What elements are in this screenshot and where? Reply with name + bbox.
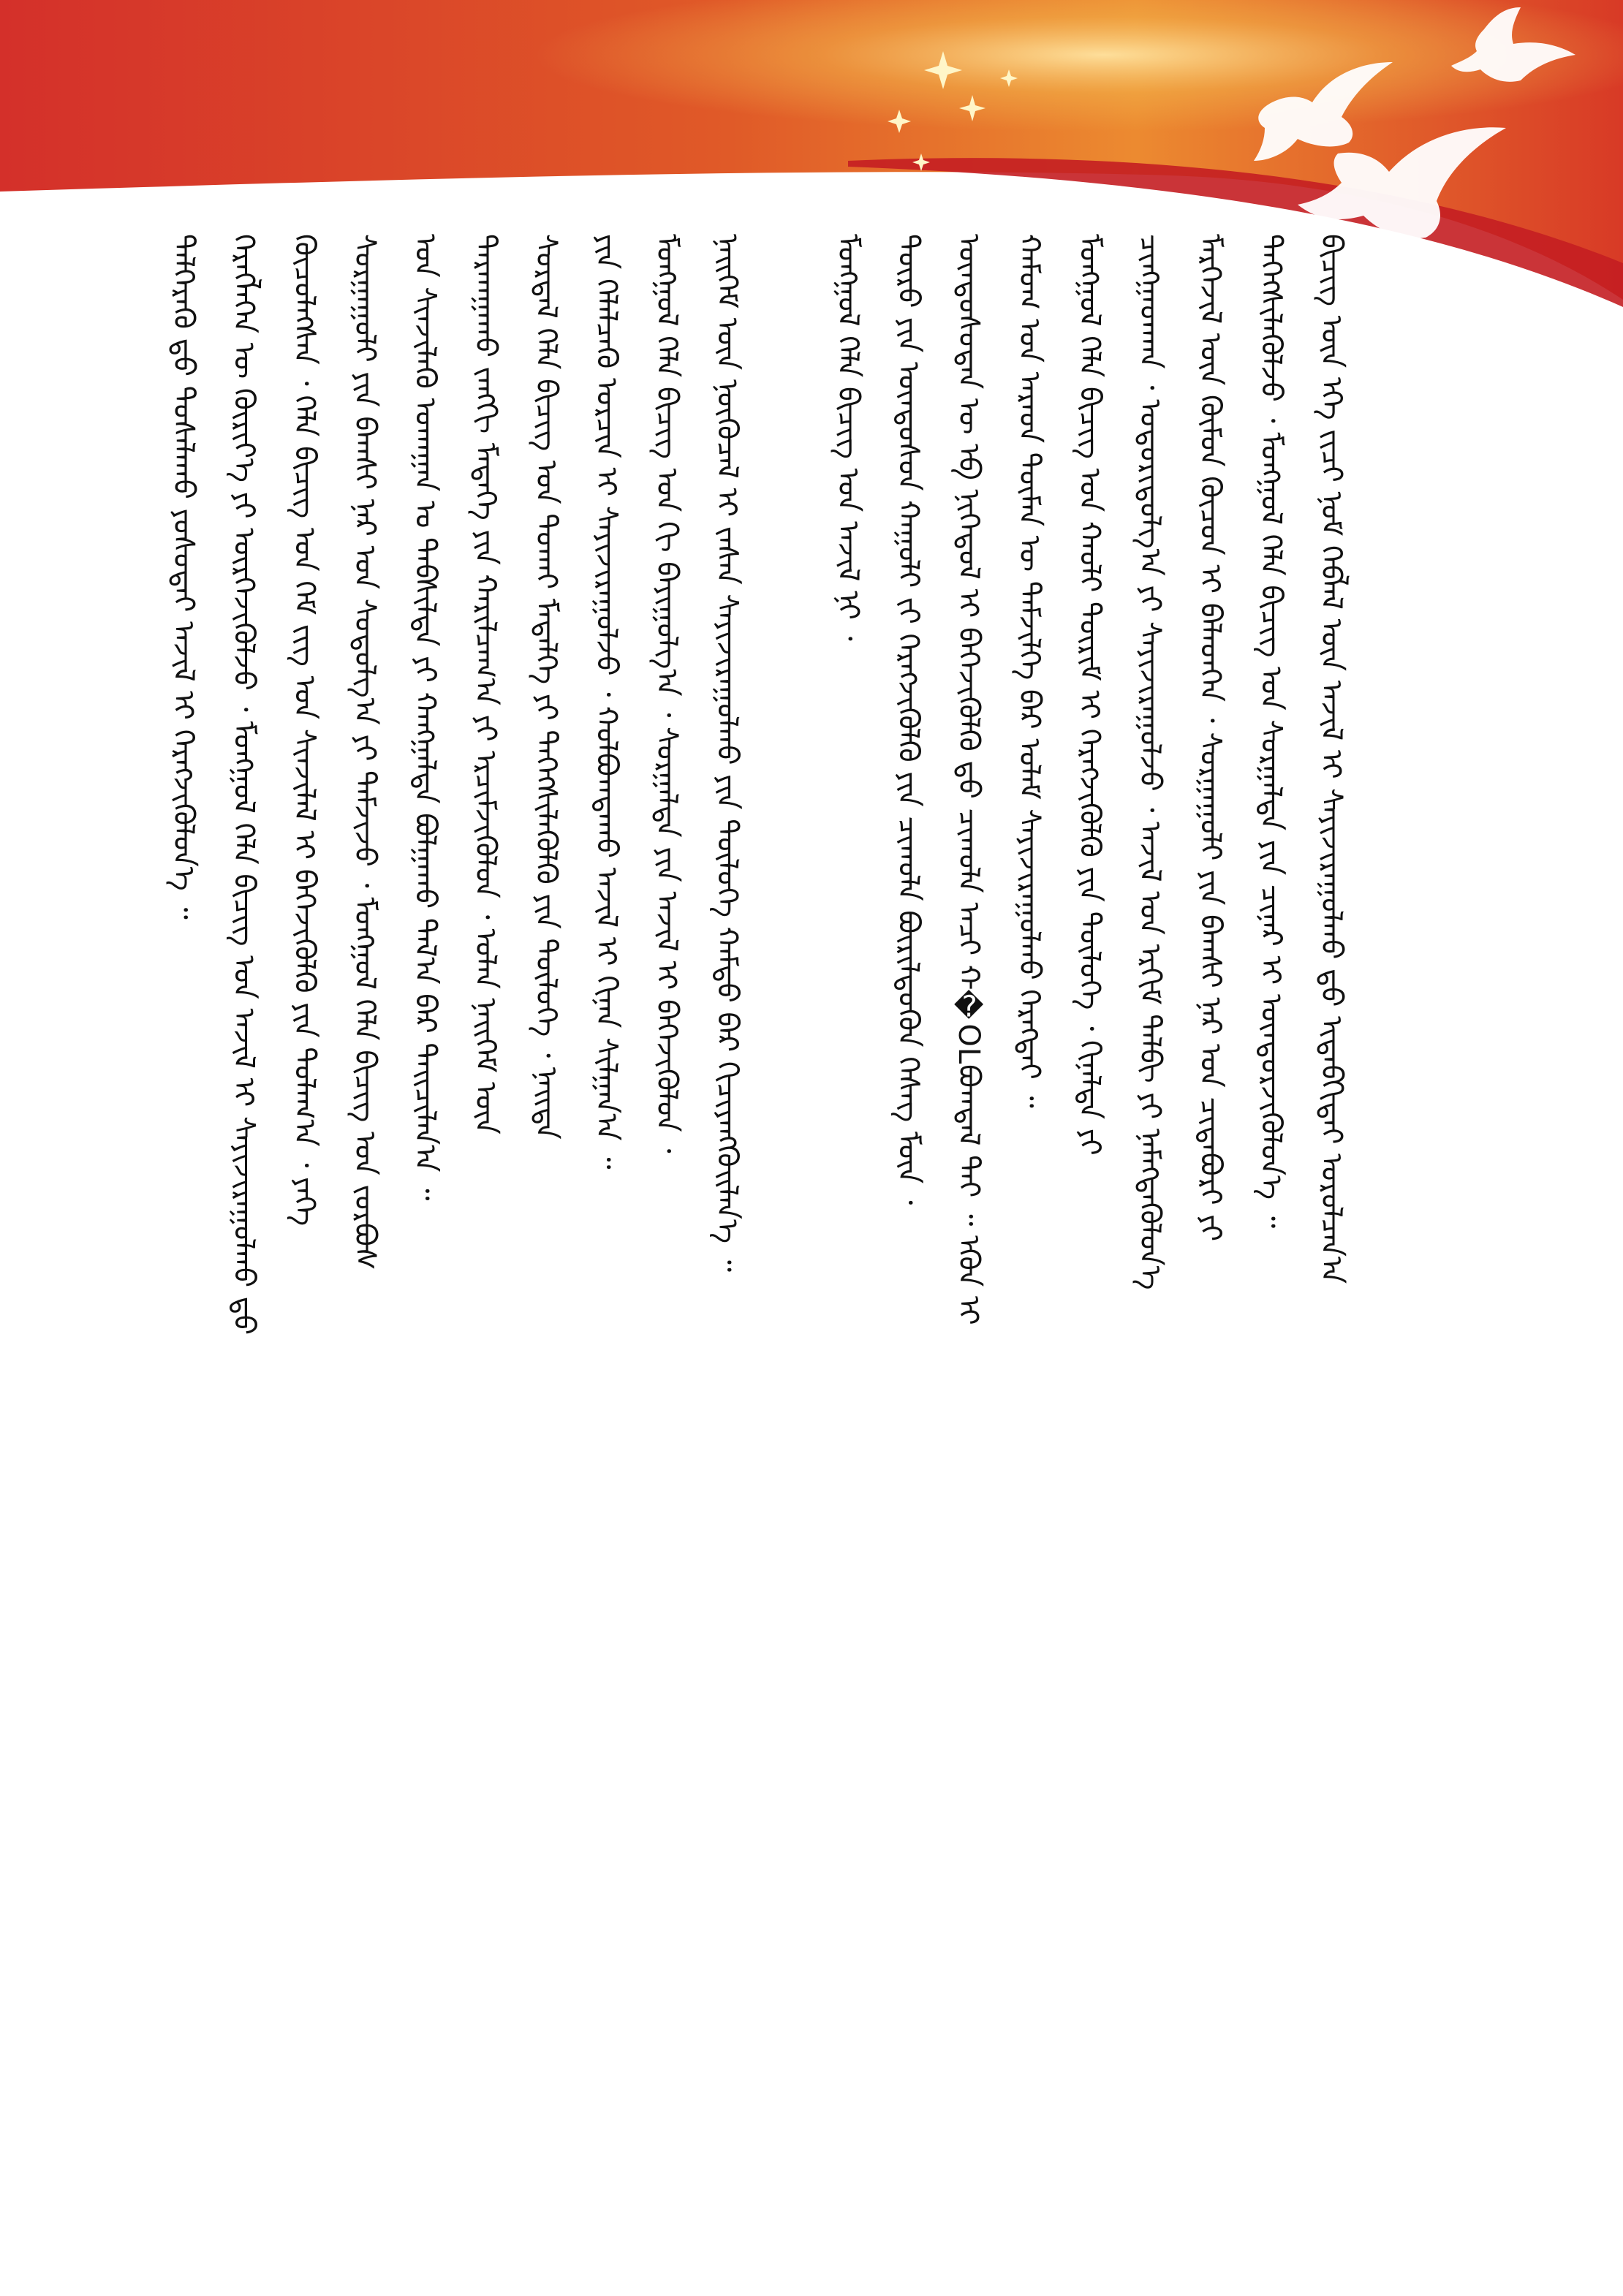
- text-column: ᠮᠣᠩᠭᠣᠯ ᠬᠡᠯᠡ ᠪᠢᠴᠢᠭ ᠤᠨ ᠬᠠᠤᠯᠢ ᠳᠦᠷᠢᠮ ᠢ ᠬᠡᠷᠡᠭᠵᠢᠭᠦᠯᠬᠦ ᠶᠢᠨ ᠲᠥᠯᠦᠭᠡ ᠂ ᠬᠢᠨᠠᠯᠲᠠ ᠶᠢ: [1072, 234, 1107, 1156]
- text-column: ᠳᠡᠭᠡᠭᠰᠢᠯᠡᠭᠦᠯᠵᠦ ᠂ ᠮᠣᠩᠭᠣᠯ ᠬᠡᠯᠡ ᠪᠢᠴᠢᠭ ᠤᠨ ᠰᠤᠷᠭᠠᠯᠲᠠ ᠶᠢᠨ ᠴᠢᠨᠠᠷ ᠢ ᠥᠨᠳᠦᠷᠵᠢᠭᠦᠯᠦᠨ᠎ᠡ ᠃: [1254, 234, 1288, 1229]
- text-column: ᠳᠡᠯᠭᠡᠷᠡᠬᠦ ᠳ᠋ᠤ ᠲᠤᠰᠠᠯᠠᠬᠤ ᠶᠤᠰᠤᠳᠠᠢ ᠠᠵᠢᠯ ᠢ ᠬᠡᠷᠡᠭᠵᠢᠭᠦᠯᠦᠨ᠎ᠡ ᠃: [167, 234, 200, 920]
- text-column: ᠰᠤᠷᠭᠠᠭᠤᠯᠢ ᠶᠢᠨ ᠪᠠᠭᠰᠢ ᠨᠠᠷ ᠤᠨ ᠰᠤᠳᠤᠯᠭ᠎ᠠ ᠶᠢ ᠳᠡᠮᠵᠢᠵᠦ ᠂ ᠮᠣᠩᠭᠣᠯ ᠬᠡᠯᠡ ᠪᠢᠴᠢᠭ ᠤᠨ ᠵᠤᠷᠪᠤᠰ: [347, 234, 382, 1270]
- text-column: ᠦᠨᠳᠦᠰᠦᠲᠡᠨ ᠦ ᠡᠪ ᠨᠢᠭᠡᠳᠦᠯ ᠢ ᠪᠡᠬᠡᠵᠢᠭᠦᠯᠬᠦ ᠳ᠋ᠤ ᠴᠢᠬᠤᠯᠠ ᠠᠴᠢ ᠬ�OLᠪᠣᠭᠳᠠᠯ ᠲᠠᠢ ᠃ ᠡᠭᠦᠨ ᠢ: [952, 234, 986, 1325]
- text-column: ᠮᠣᠩᠭᠣᠯ ᠬᠡᠯᠡ ᠪᠢᠴᠢᠭ ᠤᠨ ᠠᠵᠢᠯ ᠨᠢ ᠂: [831, 234, 865, 641]
- text-column: ᠶᠢᠨ ᠬᠡᠯᠡᠯᠴᠡᠬᠦ ᠣᠷᠴᠢᠨ ᠢ ᠰᠠᠶᠢᠵᠢᠷᠠᠭᠤᠯᠵᠤ ᠂ ᠬᠣᠯᠪᠣᠭᠳᠠᠬᠤ ᠠᠵᠢᠯ ᠢ ᠬᠢᠨᠠᠨ ᠰᠢᠯᠭᠠᠨ᠎ᠠ ᠃: [589, 234, 624, 1170]
- text-column: ᠪᠢᠴᠢᠭ ᠦᠨ ᠡᠬᠡ ᠵᠢᠴᠢ ᠨᠣᠮ ᠬᠡᠪᠯᠡᠯ ᠦᠨ ᠠᠵᠢᠯ ᠢ ᠰᠠᠶᠢᠵᠢᠷᠠᠭᠤᠯᠬᠤ ᠳ᠋ᠤ ᠢᠳᠡᠪᠬᠢᠲᠡᠢ ᠣᠷᠤᠯᠴᠠᠨ᠎ᠠ: [1314, 234, 1348, 1284]
- text-column: ᠲᠥᠷᠥ ᠶᠢᠨ ᠦᠨᠳᠦᠰᠦᠨ ᠬᠠᠭᠤᠯᠢ ᠵᠢ ᠬᠡᠷᠡᠭᠵᠢᠭᠦᠯᠬᠦ ᠶᠢᠨ ᠴᠢᠬᠤᠯᠠ ᠪᠦᠷᠢᠯᠳᠦᠬᠦᠨ ᠬᠡᠰᠡᠭ ᠮᠥᠨ ᠂: [891, 234, 926, 1205]
- document-body: [161, 234, 1360, 2164]
- text-column: ᠬᠦᠴᠦᠯᠡᠭᠰᠡᠨ ᠂ ᠬᠡᠯᠡ ᠪᠢᠴᠢᠭ ᠤᠨ ᠬᠡᠮ ᠵᠢᠭ ᠤᠨ ᠰᠢᠨᠵᠢᠯᠡᠯ ᠢ ᠪᠡᠬᠡᠵᠢᠭᠦᠯᠬᠦ ᠶᠢᠨ ᠲᠤᠯᠠᠭ᠎ᠠ ᠂ ᠶᠡᠬᠡ: [287, 234, 322, 1227]
- text-column: ᠮᠡᠷᠭᠡᠵᠢᠯ ᠦᠨ ᠬᠦᠮᠦᠨ ᠬᠦᠴᠦᠨ ᠢ ᠪᠡᠯᠡᠳᠬᠡᠨ ᠂ ᠰᠤᠷᠭᠠᠭᠤᠯᠢ ᠶᠢᠨ ᠪᠠᠭᠰᠢ ᠨᠠᠷ ᠤᠨ ᠴᠢᠳᠠᠪᠤᠷᠢ ᠶᠢ: [1193, 234, 1227, 1242]
- text-column: ᠬᠡᠷᠡᠭᠯᠡᠭᠡᠨ ᠦ ᠬᠦᠷᠢᠶ᠎ᠡ ᠶᠢ ᠥᠷᠭᠡᠵᠢᠭᠦᠯᠵᠦ ᠂ ᠮᠣᠩᠭᠣᠯ ᠬᠡᠯᠡ ᠪᠢᠴᠢᠭ ᠤᠨ ᠠᠵᠢᠯ ᠢ ᠰᠠᠶᠢᠵᠢᠷᠠᠭᠤᠯᠬᠤ ᠳ᠋ᠤ: [227, 234, 261, 1335]
- text-column: ᠮᠣᠩᠭᠣᠯ ᠬᠡᠯᠡ ᠪᠢᠴᠢᠭ ᠤᠨ ᠬᠢ ᠪᠠᠶᠢᠭᠤᠯᠭ᠎ᠠ ᠂ ᠰᠤᠷᠭᠠᠯᠲᠠ ᠶᠢᠨ ᠠᠵᠢᠯ ᠢ ᠪᠡᠬᠡᠵᠢᠭᠦᠯᠦᠨ ᠂: [650, 234, 684, 1153]
- text-column: ᠬᠠᠮᠤᠭ ᠤᠨ ᠠᠷᠠᠳ ᠲᠥᠮᠡᠨ ᠦ ᠳᠡᠮᠵᠢᠯᠭᠡ ᠪᠡᠷ ᠤᠯᠠᠮ ᠰᠠᠶᠢᠵᠢᠷᠠᠭᠤᠯᠬᠤ ᠬᠡᠷᠡᠭᠲᠡᠢ ᠃: [1012, 234, 1046, 1108]
- text-column: ᠲᠠᠷᠬᠠᠭᠠᠬᠤ ᠵᠠᠩᠭᠢ ᠮᠡᠳᠡᠭᠡ ᠶᠢᠨ ᠬᠠᠷᠢᠯᠴᠠᠭ᠎ᠠ ᠶᠢ ᠡᠷᠴᠢᠮᠵᠢᠭᠦᠯᠦᠨ ᠂ ᠣᠯᠠᠨ ᠨᠡᠢᠭᠡᠮ ᠦᠨ: [469, 234, 503, 1134]
- text-column: ᠰᠤᠷᠲᠠᠯ ᠬᠡᠯᠡ ᠪᠢᠴᠢᠭ ᠤᠨ ᠲᠤᠬᠠᠢ ᠮᠡᠳᠡᠯᠭᠡ ᠶᠢ ᠳᠡᠭᠡᠭᠰᠢᠯᠡᠭᠦᠯᠬᠦ ᠶᠢᠨ ᠲᠥᠯᠦᠭᠡ ᠂ ᠨᠡᠢᠲᠡ: [529, 234, 563, 1140]
- text-column: ᠤᠨ ᠰᠢᠨᠵᠢᠯᠡᠬᠦ ᠤᠬᠠᠭᠠᠨ ᠤ ᠳᠡᠪᠰᠢᠯᠲᠡ ᠶᠢ ᠬᠠᠩᠭᠠᠯᠲᠠ ᠪᠣᠯᠭᠠᠬᠤ ᠲᠠᠯ᠎ᠠ ᠪᠡᠷ ᠳᠠᠢᠴᠢᠯᠠᠨ᠎ᠠ ᠃: [408, 234, 442, 1201]
- text-column: ᠨᠡᠢᠭᠡᠮ ᠦᠨ ᠨᠥᠬᠥᠴᠡᠯ ᠢ ᠵᠠᠰᠠᠨ ᠰᠠᠶᠢᠵᠢᠷᠠᠭᠤᠯᠬᠤ ᠶᠢᠨ ᠲᠥᠯᠦᠭᠡ ᠬᠠᠮᠲᠤ ᠪᠡᠷ ᠬᠢᠴᠢᠶᠡᠩᠭᠦᠢᠯᠡᠨ᠎ᠡ ᠃: [710, 234, 744, 1273]
- text-column: ᠴᠢᠩᠭᠠᠳᠬᠠᠨ ᠂ ᠤᠳᠤᠷᠢᠳᠤᠯᠭ᠎ᠠ ᠶᠢ ᠰᠠᠶᠢᠵᠢᠷᠠᠭᠤᠯᠵᠤ ᠂ ᠠᠵᠢᠯ ᠤᠨ ᠡᠷᠬᠢᠮ ᠳᠠᠯᠪᠢ ᠶᠢ ᠨᠡᠮᠡᠭᠳᠡᠭᠦᠯᠦᠨ᠎ᠡ: [1133, 234, 1167, 1290]
